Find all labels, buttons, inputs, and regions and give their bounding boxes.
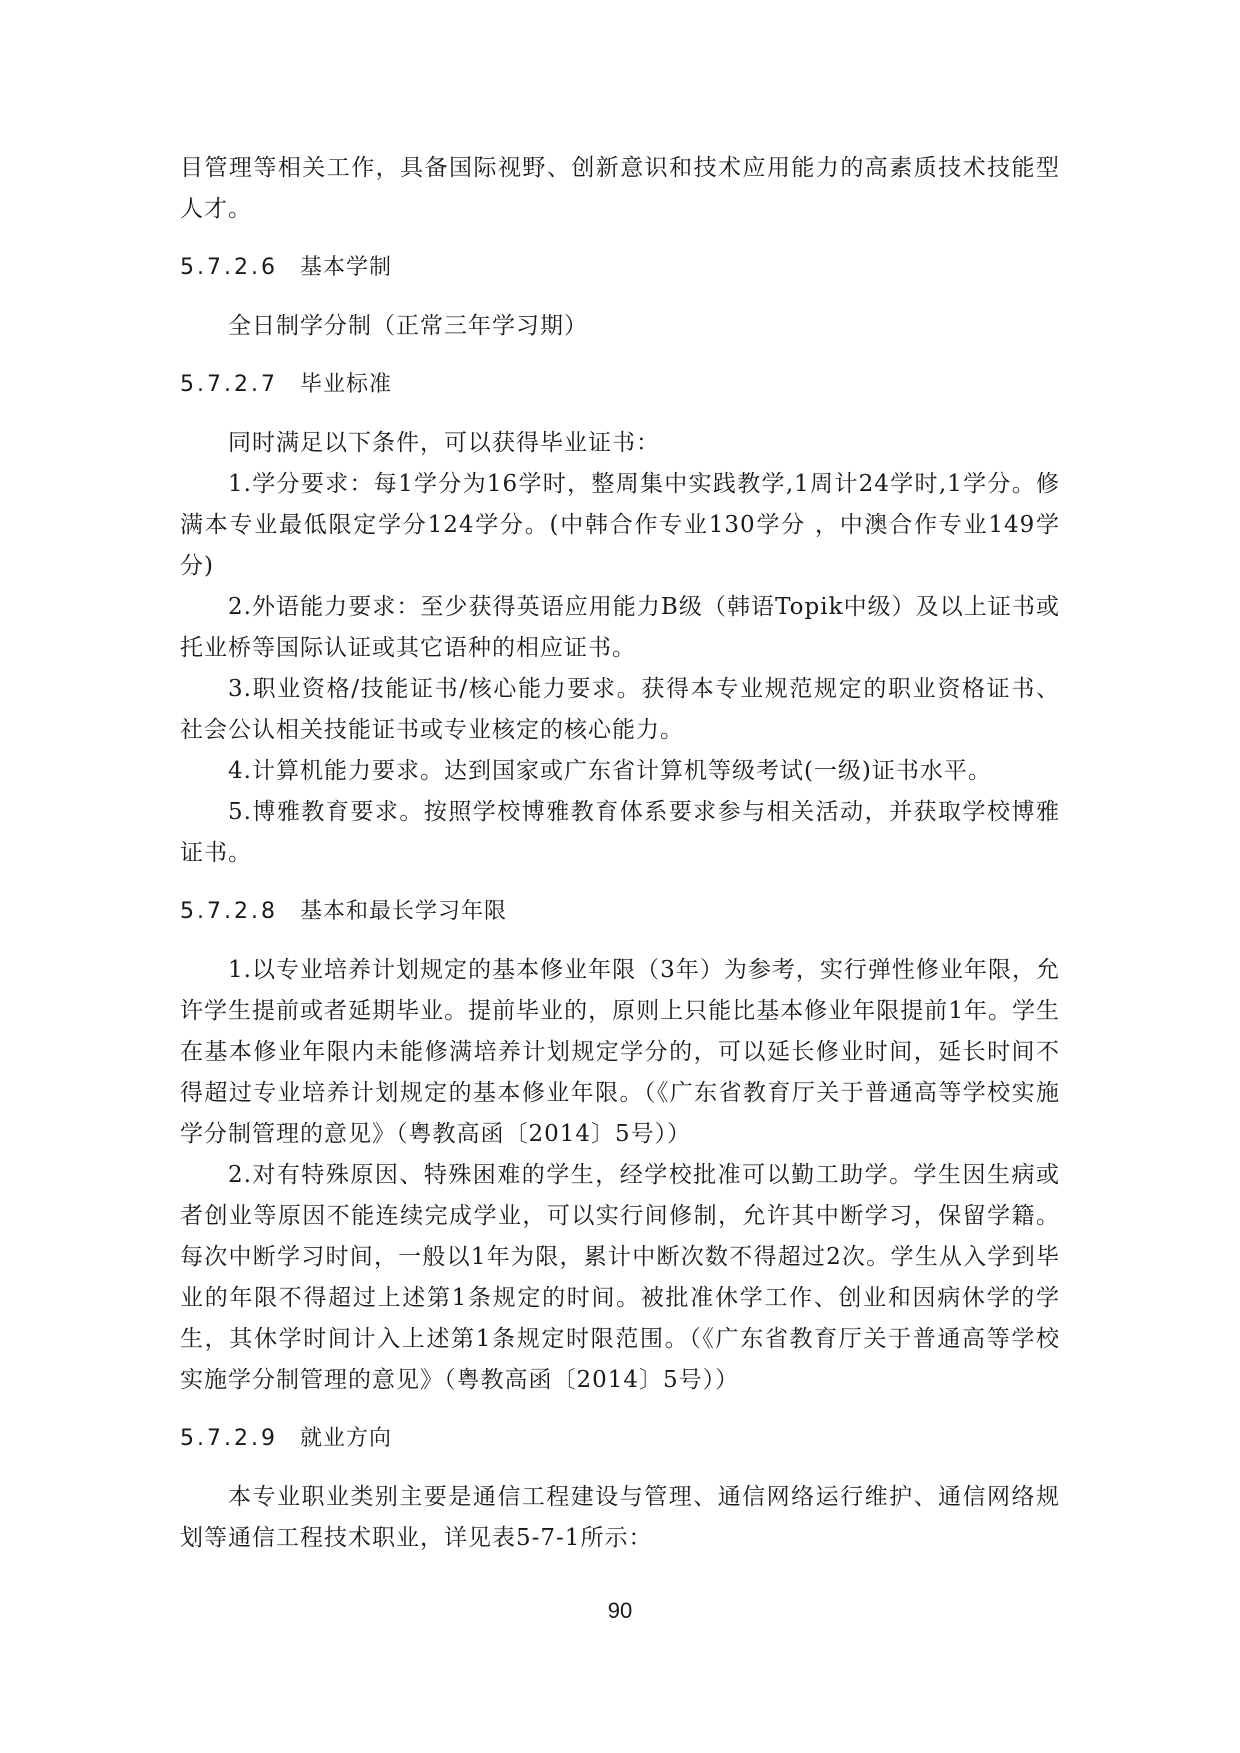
section-heading-5727	[180, 367, 1060, 403]
document-body	[180, 148, 1060, 1559]
list-item: 5.博雅教育要求。按照学校博雅教育体系要求参与相关活动，并获取学校博雅证书。	[180, 799, 1060, 866]
section-title: 毕业标准	[299, 372, 392, 397]
list-item: 2.外语能力要求：至少获得英语应用能力B级（韩语Topik中级）及以上证书或托业桥等国际认证或其它语种的相应证书。	[180, 594, 1060, 661]
intro-paragraph: 目管理等相关工作，具备国际视野、创新意识和技术应用能力的高素质技术技能型人才。	[180, 155, 1060, 222]
section-5727-lead: 同时满足以下条件，可以获得毕业证书：	[228, 430, 660, 456]
section-number: 5.7.2.9	[180, 1426, 278, 1451]
section-5729-text: 本专业职业类别主要是通信工程建设与管理、通信网络运行维护、通信网络规划等通信工程技术职业，详见表5-7-1所示：	[180, 1484, 1060, 1551]
section-number: 5.7.2.8	[180, 899, 278, 924]
section-heading-5726	[180, 250, 1060, 286]
section-heading-5728	[180, 894, 1060, 930]
list-item: 1.学分要求：每1学分为16学时，整周集中实践教学,1周计24学时,1学分。修满本专业最低限定学分124学分。(中韩合作专业130学分 ，中澳合作专业149学分)	[180, 471, 1060, 579]
section-number: 5.7.2.7	[180, 372, 278, 397]
list-item: 4.计算机能力要求。达到国家或广东省计算机等级考试(一级)证书水平。	[228, 758, 992, 784]
page-number: 90	[607, 1598, 633, 1623]
section-heading-5729	[180, 1421, 1060, 1457]
section-number: 5.7.2.6	[180, 255, 278, 280]
list-item: 3.职业资格/技能证书/核心能力要求。获得本专业规范规定的职业资格证书、社会公认相关技能证书或专业核定的核心能力。	[180, 676, 1060, 743]
section-title: 基本和最长学习年限	[299, 899, 507, 924]
list-item: 2.对有特殊原因、特殊困难的学生，经学校批准可以勤工助学。学生因生病或者创业等原因不能连续完成学业，可以实行间修制，允许其中断学习，保留学籍。每次中断学习时间，一般以1年为限，累计中断次数不得超过2次。学生从入学到毕业的年限不得超过上述第1条规定的时间。被批准休学工作、创业和因病休学的学生，其休学时间计入上述第1条规定时限范围。（《广东省教育厅关于普通高等学校实施学分制管理的意见》（粤教高函〔2014〕5号））	[180, 1162, 1060, 1393]
section-title: 就业方向	[299, 1426, 392, 1451]
section-title: 基本学制	[299, 255, 392, 280]
list-item: 1.以专业培养计划规定的基本修业年限（3年）为参考，实行弹性修业年限，允许学生提前或者延期毕业。提前毕业的，原则上只能比基本修业年限提前1年。学生在基本修业年限内未能修满培养计划规定学分的，可以延长修业时间，延长时间不得超过专业培养计划规定的基本修业年限。（《广东省教育厅关于普通高等学校实施学分制管理的意见》（粤教高函〔2014〕5号））	[180, 957, 1060, 1147]
section-5726-text: 全日制学分制（正常三年学习期）	[228, 313, 588, 339]
